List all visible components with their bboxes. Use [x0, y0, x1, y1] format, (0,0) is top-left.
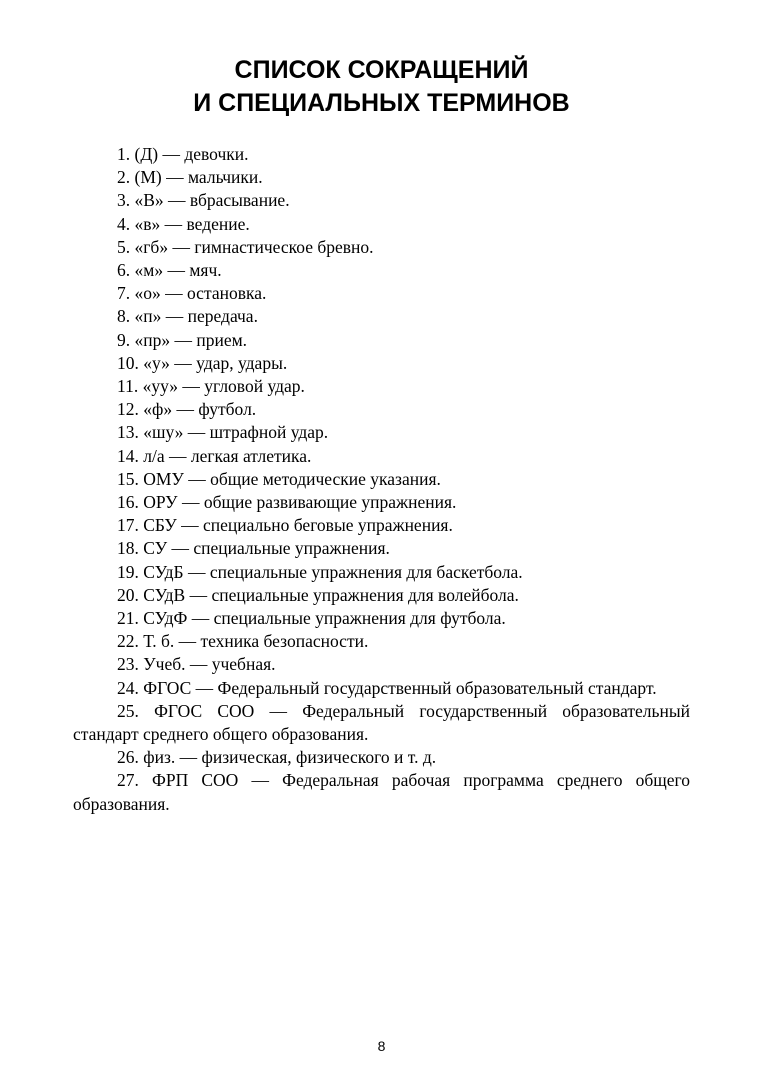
list-item: 6. «м» — мяч.: [117, 260, 222, 281]
list-item: 17. СБУ — специально беговые упражнения.: [117, 515, 453, 536]
list-item: 18. СУ — специальные упражнения.: [117, 538, 390, 559]
list-item: 8. «п» — передача.: [117, 306, 258, 327]
list-item: 2. (М) — мальчики.: [117, 167, 263, 188]
list-item: 10. «у» — удар, удары.: [117, 352, 288, 373]
list-item: 20. СУдВ — специальные упражнения для волейбола.: [117, 584, 519, 605]
list-item: 22. Т. б. — техника безопасности.: [117, 631, 369, 652]
title-line-2: И СПЕЦИАЛЬНЫХ ТЕРМИНОВ: [193, 89, 570, 117]
list-item: 16. ОРУ — общие развивающие упражнения.: [117, 492, 457, 513]
list-item: 1. (Д) — девочки.: [117, 144, 249, 164]
list-item: 24. ФГОС — Федеральный государственный образовательный стандарт.: [117, 677, 657, 698]
list-item: 23. Учеб. — учебная.: [117, 654, 276, 675]
list-item: 21. СУдФ — специальные упражнения для футбола.: [117, 608, 506, 629]
page-title: [0, 54, 763, 120]
list-item: 15. ОМУ — общие методические указания.: [117, 468, 441, 489]
list-item: 7. «о» — остановка.: [117, 283, 267, 304]
page-number: 8: [377, 1038, 386, 1054]
list-item: 4. «в» — ведение.: [117, 213, 250, 234]
list-item: 9. «пр» — прием.: [117, 329, 248, 350]
list-item: 13. «шу» — штрафной удар.: [117, 422, 329, 443]
list-item: 19. СУдБ — специальные упражнения для баскетбола.: [117, 561, 523, 582]
list-item: 5. «гб» — гимнастическое бревно.: [117, 236, 374, 257]
abbreviation-list: [73, 143, 690, 816]
list-item: 25. ФГОС СОО — Федеральный государственный образовательный стандарт среднего общего образования.: [73, 700, 690, 745]
list-item: 11. «уу» — угловой удар.: [117, 376, 305, 397]
list-item: 27. ФРП СОО — Федеральная рабочая программа среднего общего образования.: [73, 770, 690, 814]
list-item: 12. «ф» — футбол.: [117, 399, 257, 420]
list-item: 3. «В» — вбрасывание.: [117, 190, 290, 211]
title-line-1: СПИСОК СОКРАЩЕНИЙ: [234, 56, 529, 84]
list-item: 14. л/а — легкая атлетика.: [117, 445, 312, 466]
list-item: 26. физ. — физическая, физического и т. д.: [117, 747, 437, 768]
